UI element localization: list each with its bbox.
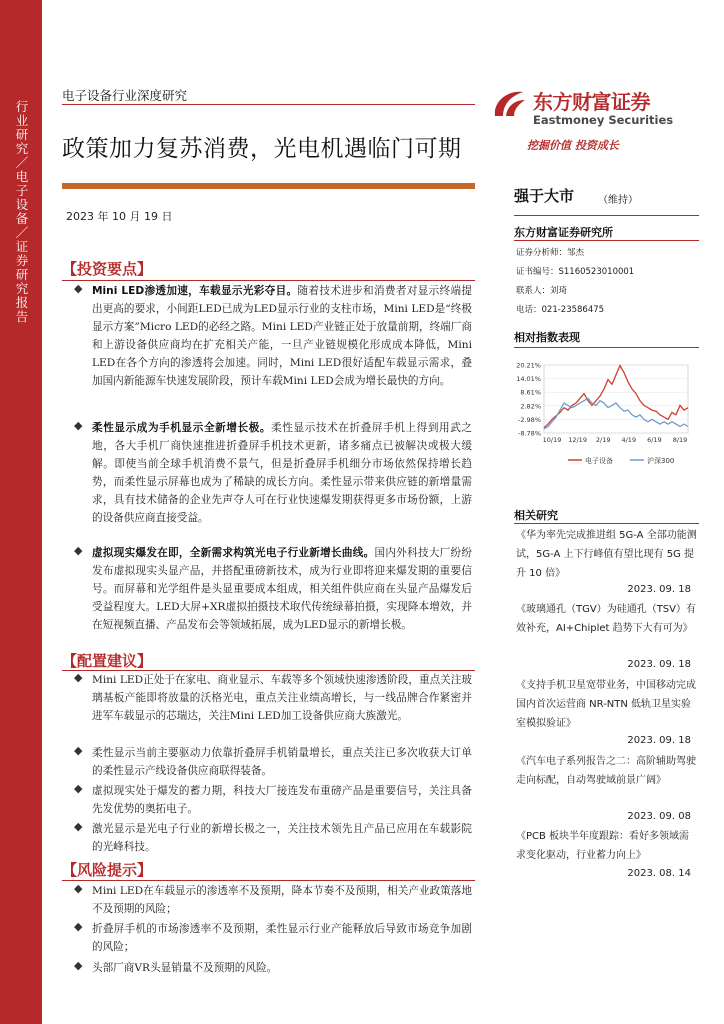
y-tick-label: 14.01%	[516, 375, 541, 384]
bullet-icon: ◆	[74, 544, 83, 557]
key-point-3	[92, 544, 472, 634]
related-item-date: 2023. 08. 14	[627, 868, 691, 879]
bullet-icon: ◆	[74, 671, 83, 684]
related-item-title[interactable]: 《华为率先完成推进组 5G-A 全部功能测试，5G-A 上下行峰值有望比现有 5G 提升 10 倍》	[516, 530, 697, 579]
section-rule	[62, 280, 475, 281]
brand-slogan: 挖掘价值 投资成长	[527, 139, 619, 152]
series-line	[544, 366, 688, 428]
bullet-icon: ◆	[74, 782, 83, 795]
report-type: 电子设备行业深度研究	[62, 88, 188, 103]
section-rule	[62, 880, 475, 881]
analyst-name: 证券分析师：邹杰	[516, 248, 585, 258]
allocation-item: 柔性显示当前主要驱动力依靠折叠屏手机销量增长，重点关注已多次收获大订单的柔性显示产线设备供应商联得装备。	[92, 747, 472, 777]
sidebar-category-text: 行业研究／电子设备／证券研究报告	[15, 99, 29, 324]
key-point-lead: 柔性显示成为手机显示全新增长极。	[92, 422, 272, 434]
allocation-item: 虚拟现实处于爆发的蓄力期，科技大厂接连发布重磅产品是重要信号，关注具备先发优势的奥拓电子。	[92, 785, 472, 815]
bullet-icon: ◆	[74, 282, 83, 295]
analyst-cert: 证书编号：S1160523010001	[516, 267, 635, 277]
institute-rule	[514, 240, 699, 241]
institute-name: 东方财富证券研究所	[514, 226, 613, 239]
bullet-icon: ◆	[74, 744, 83, 757]
relative-index-chart	[510, 355, 698, 475]
bullet-icon: ◆	[74, 882, 83, 895]
related-item-title[interactable]: 《支持手机卫星宽带业务，中国移动完成国内首次运营商 NR-NTN 低轨卫星实验室模拟验证》	[516, 680, 696, 729]
section-allocation-heading: 【配置建议】	[62, 652, 153, 670]
page-title: 政策加力复苏消费，光电机遇临门可期	[62, 136, 462, 162]
related-item-date: 2023. 09. 18	[627, 659, 691, 670]
bullet-icon: ◆	[74, 419, 83, 432]
y-tick-label: 2.82%	[520, 402, 541, 411]
related-item-date: 2023. 09. 18	[627, 735, 691, 746]
allocation-item: 激光显示是光电子行业的新增长极之一，关注技术领先且产品已应用在车载影院的光峰科技。	[92, 823, 472, 853]
x-tick-label: 6/19	[647, 436, 662, 444]
risk-item: 折叠屏手机的市场渗透率不及预期，柔性显示行业产能释放后导致市场竞争加剧的风险；	[92, 923, 472, 953]
contact-name: 联系人：刘琦	[516, 286, 568, 296]
related-research-title: 相关研究	[514, 509, 558, 522]
logo-name-en: Eastmoney Securities	[533, 113, 674, 127]
risk-item: 头部厂商VR头显销量不及预期的风险。	[92, 962, 278, 974]
section-key-points-heading: 【投资要点】	[62, 260, 153, 278]
header-rule	[62, 104, 475, 105]
rating-value: 强于大市	[514, 187, 575, 205]
related-item-title[interactable]: 《玻璃通孔（TGV）为硅通孔（TSV）有效补充，AI+Chiplet 趋势下大有可为》	[516, 604, 696, 634]
bullet-icon: ◆	[74, 820, 83, 833]
legend-label: 电子设备	[585, 457, 613, 465]
y-tick-label: 8.61%	[520, 388, 541, 397]
y-tick-label: -2.98%	[518, 415, 541, 424]
related-item-date: 2023. 09. 08	[627, 811, 691, 822]
related-item-title[interactable]: 《PCB 板块半年度跟踪：看好多领域需求变化驱动，行业蓄力向上》	[516, 831, 690, 861]
sidebar-band	[0, 0, 42, 1024]
related-item-date: 2023. 09. 18	[627, 584, 691, 595]
related-rule	[514, 523, 699, 524]
rating-rule	[514, 215, 699, 216]
rating-note: （维持）	[598, 195, 638, 206]
bullet-icon: ◆	[74, 920, 83, 933]
key-point-body: 随着技术进步和消费者对显示终端提出更高的要求，小间距LED已成为LED显示行业的支柱市场，Mini LED是“终极显示方案”Micro LED的必经之路。Mini LED产业链正处于放量前期，终端厂商和上游设备供应商均在扩充相关产能，一旦产业链规模化形成成本降低，Mini LED在各个方向的渗透将会加速。同时，Mini LED很好适配车载显示需求，叠加国内新能源车快速发展阶段，预计车载Mini LED会成为增长最快的方向。	[92, 285, 472, 387]
x-tick-label: 8/19	[672, 436, 688, 444]
x-tick-label: 12/19	[568, 436, 587, 444]
bullet-icon: ◆	[74, 959, 83, 972]
index-chart-title: 相对指数表现	[514, 331, 580, 344]
logo-mark-icon	[489, 86, 527, 122]
contact-phone: 电话：021-23586475	[516, 305, 605, 315]
key-point-body: 国内外科技大厂纷纷发布虚拟现实头显产品，并搭配重磅新技术，成为行业即将迎来爆发期的重要信号。而屏幕和光学组件是头显重要成本组成，相关组件供应商在头显产品爆发后受益程度大。LED大屏+XR虚拟拍摄技术取代传统绿幕拍摄，实现降本增效，并在短视频直播、产品发布会等领域拓展，成为LED显示的新增长极。	[92, 547, 473, 631]
logo-name-cn: 东方财富证券	[533, 90, 650, 114]
key-point-1	[92, 282, 472, 390]
x-tick-label: 2/19	[595, 436, 611, 444]
allocation-item: Mini LED正处于在家电、商业显示、车载等多个领域快速渗透阶段，重点关注玻璃基板产能即将放量的沃格光电，重点关注业绩高增长，与一线品牌合作紧密并进军车载显示的芯瑞达，关注Mini LED加工设备供应商大族激光。	[92, 674, 472, 722]
report-date: 2023 年 10 月 19 日	[66, 210, 173, 223]
x-tick-label: 10/19	[542, 436, 562, 444]
key-point-body: 柔性显示技术在折叠屏手机上得到用武之地，各大手机厂商快速推进折叠屏手机技术更新，诸多痛点已被解决或极大缓解。即使当前全球手机消费不景气，但是折叠屏手机细分市场依然保持增长趋势，而柔性显示屏幕也成为了稀缺的成长方向。柔性显示带来供应链的新增量需求，具有技术储备的企业先声夺人可在行业快速爆发期获得更多市场份额，上游的设备供应商直接受益。	[92, 422, 473, 524]
chart-rule	[514, 347, 699, 348]
related-item-title[interactable]: 《汽车电子系列报告之二：高阶辅助驾驶走向标配，自动驾驶域前景广阔》	[516, 756, 696, 786]
x-tick-label: 4/19	[621, 436, 637, 444]
series-line	[544, 398, 688, 429]
y-tick-label: -8.78%	[518, 429, 541, 438]
y-tick-label: 20.21%	[516, 361, 541, 370]
key-point-lead: 虚拟现实爆发在即，全新需求构筑光电子行业新增长曲线。	[92, 547, 375, 559]
legend-label: 沪深300	[647, 457, 675, 465]
section-risk-heading: 【风险提示】	[62, 861, 153, 879]
key-point-lead: Mini LED渗透加速，车载显示光彩夺目。	[92, 285, 298, 297]
title-rule	[62, 183, 475, 189]
risk-item: Mini LED在车载显示的渗透率不及预期，降本节奏不及预期，相关产业政策落地不及预期的风险；	[92, 885, 472, 915]
key-point-2	[92, 419, 472, 527]
